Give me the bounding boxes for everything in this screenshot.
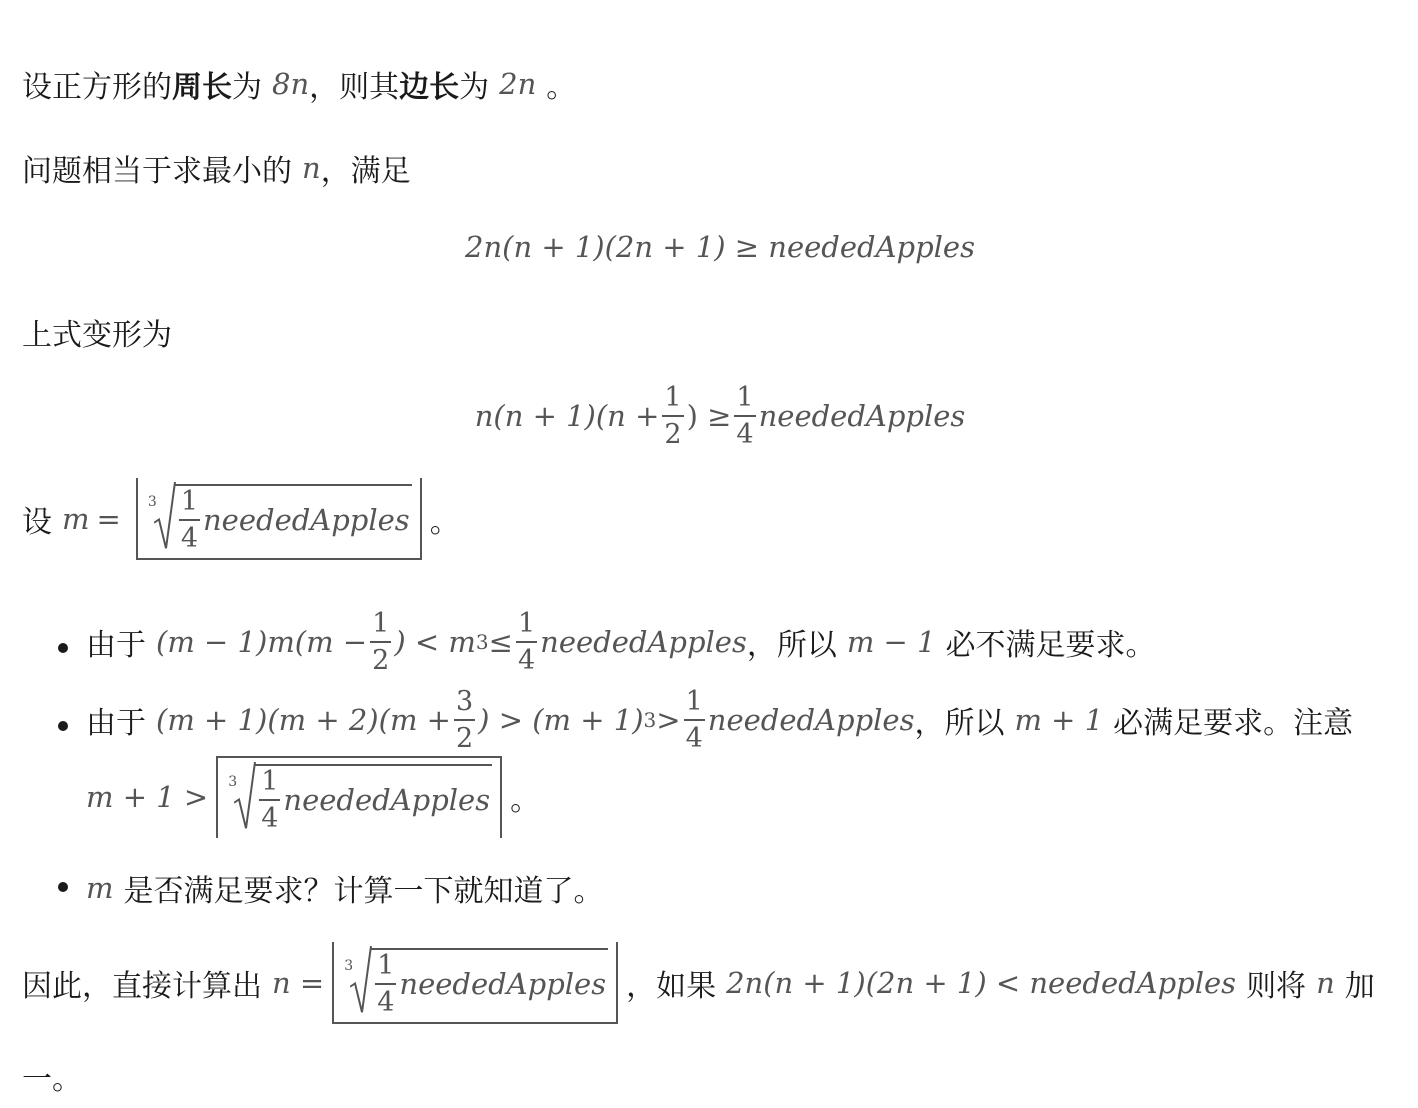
math-expression: > (656, 703, 681, 737)
math-neededApples: neededApples (399, 967, 607, 1001)
numerator: 1 (685, 686, 703, 717)
math-expression: n = (272, 966, 325, 1000)
denominator: 4 (179, 519, 200, 552)
fraction-quarter (516, 610, 537, 674)
text: 为 (232, 70, 262, 105)
math-n: n (1316, 966, 1335, 1000)
text: 则将 (1246, 969, 1307, 1004)
denominator: 2 (370, 641, 391, 674)
math-neededApples: neededApples (707, 703, 915, 737)
text: ，满足 (320, 154, 411, 189)
text: ，如果 (626, 969, 717, 1004)
text: 。 (429, 505, 460, 540)
denominator: 4 (684, 719, 705, 752)
denominator: 4 (375, 983, 396, 1016)
math-expression: ) > (m + 1) (478, 703, 644, 737)
fraction-half (370, 610, 391, 674)
para-conclusion-continued (22, 1054, 82, 1098)
math-expression: n(n + 1)(n + (474, 399, 660, 433)
numerator: 1 (180, 486, 198, 517)
math-neededApples: neededApples (203, 503, 410, 537)
text: 为 (459, 70, 490, 105)
math-neededApples: neededApples (540, 625, 747, 659)
bold-side: 边长 (399, 70, 460, 105)
radical-sign-icon (154, 482, 176, 550)
equation-2 (0, 384, 1418, 448)
math-m: m (62, 502, 90, 536)
math-expression: ≤ (488, 625, 513, 659)
math-neededApples: neededApples (758, 399, 966, 433)
text: 设正方形的 (22, 70, 172, 105)
text: ，所以 (746, 628, 837, 663)
math-expression: 2n(n + 1)(2n + 1) < neededApples (726, 966, 1237, 1000)
root-index: 3 (147, 494, 157, 510)
math-equals: = (96, 502, 121, 536)
para-transform (22, 310, 172, 354)
math-expression: (m − 1)m(m − (156, 625, 368, 659)
floor-bracket (136, 478, 422, 560)
exponent: 3 (643, 708, 657, 732)
text: 问题相当于求最小的 (22, 154, 292, 189)
para-perimeter (22, 62, 576, 106)
text: 上式变形为 (22, 318, 172, 353)
text: 因此，直接计算出 (22, 969, 262, 1004)
numerator: 1 (736, 382, 754, 413)
fraction-quarter (179, 488, 200, 552)
text: 。 (546, 70, 577, 105)
math-expression: 2n(n + 1)(2n + 1) ≥ neededApples (465, 230, 975, 264)
math-neededApples: neededApples (283, 783, 491, 817)
text: 必不满足要求。 (945, 628, 1156, 663)
math-n: n (302, 151, 321, 185)
equation-1 (0, 230, 1418, 264)
fraction-quarter (375, 952, 396, 1016)
numerator: 3 (455, 686, 474, 717)
text: 。 (510, 783, 541, 818)
numerator: 1 (372, 608, 390, 639)
text: 由于 (86, 628, 146, 663)
exponent: 3 (475, 630, 489, 654)
bullet-dot (58, 643, 68, 653)
para-conclusion (22, 942, 1375, 1024)
text: ，所以 (914, 706, 1005, 741)
math-expression: (m + 1)(m + 2)(m + (156, 703, 451, 737)
text: ，则其 (309, 70, 400, 105)
text: 由于 (86, 706, 146, 741)
text: 必满足要求。注意 (1113, 706, 1354, 741)
math-expression: m + 1 > (86, 780, 209, 814)
fraction-half (662, 384, 683, 448)
fraction-quarter (684, 688, 705, 752)
math-2n: 2n (499, 67, 537, 101)
bullet-item-1 (86, 610, 1156, 674)
text: 一。 (22, 1062, 82, 1097)
bullet-item-3 (86, 866, 604, 910)
root-index: 3 (344, 958, 354, 974)
math-expression: m + 1 (1014, 703, 1104, 737)
denominator: 2 (454, 719, 475, 752)
fraction-quarter (734, 384, 755, 448)
radical-sign-icon (234, 762, 256, 830)
ceil-bracket (216, 756, 502, 838)
floor-bracket (332, 942, 618, 1024)
denominator: 4 (516, 641, 537, 674)
cube-root (226, 764, 492, 832)
cube-root (342, 948, 608, 1016)
denominator: 4 (259, 799, 280, 832)
bullet-item-2-continued (86, 756, 540, 838)
cube-root (146, 484, 412, 552)
para-problem (22, 146, 411, 190)
bullet-dot (58, 721, 68, 731)
math-expression: m − 1 (846, 625, 936, 659)
denominator: 4 (734, 415, 755, 448)
bold-perimeter: 周长 (172, 70, 232, 105)
denominator: 2 (662, 415, 683, 448)
radical-sign-icon (350, 946, 372, 1014)
para-define-m (22, 478, 460, 560)
bullet-item-2 (86, 688, 1353, 752)
numerator: 1 (377, 950, 395, 981)
text: 设 (22, 505, 52, 540)
fraction-three-halves (454, 688, 475, 752)
root-index: 3 (228, 774, 238, 790)
math-expression: ) < m (394, 625, 476, 659)
text: 加 (1344, 969, 1375, 1004)
bullet-dot (58, 882, 68, 892)
math-8n: 8n (272, 67, 310, 101)
numerator: 1 (517, 608, 536, 639)
math-m: m (86, 871, 114, 905)
text: 是否满足要求？计算一下就知道了。 (123, 874, 604, 909)
fraction-quarter (259, 768, 280, 832)
math-expression: ) ≥ (686, 399, 732, 433)
numerator: 1 (261, 766, 279, 797)
numerator: 1 (664, 382, 682, 413)
